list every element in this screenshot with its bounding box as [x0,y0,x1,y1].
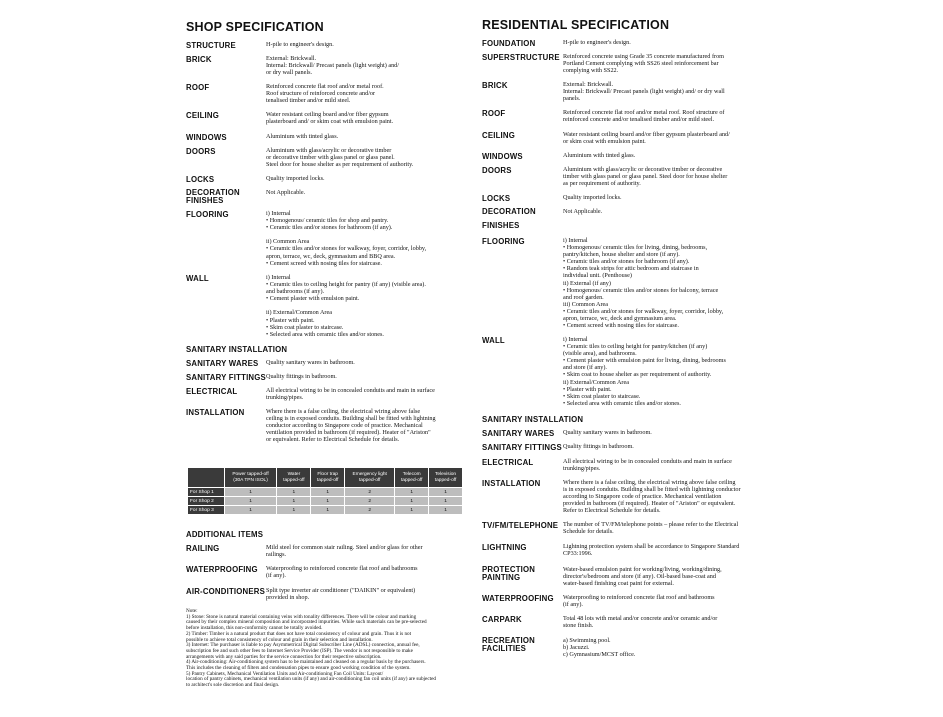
spec-label: WINDOWS [482,152,523,161]
table-cell: 1 [429,488,463,497]
spec-label: INSTALLATION [482,479,541,488]
spec-value: Reinforced concrete flat roof and/or metal roof. Roof structure of reinforced concrete and/or tenalised timber and/or mild steel. [266,83,384,105]
spec-label: LOCKS [186,175,215,184]
spec-value: Waterproofing to reinforced concrete flat roof and bathrooms (if any). [563,594,715,609]
spec-label: FLOORING [186,210,229,219]
spec-label: DOORS [186,147,216,156]
spec-value: Waterproofing to reinforced concrete flat roof and bathrooms (if any). [266,565,418,580]
spec-value: i) Internal • Homogenous/ ceramic tiles for shop and pantry. • Ceramic tiles and/or stones for bathroom (if any). ii) Common Area • Ceramic tiles and/or stones for walkway, foyer, corridor, lobby, apron, terrace, wc, deck, gymnasium and BBQ area. • Cement screed with nosing tiles for staircase. [266,210,427,267]
spec-value: Water resistant ceiling board and/or fiber gypsum plasterboard and/ or skim coat with emulsion paint. [266,111,394,126]
table-row [188,497,463,506]
spec-label: FOUNDATION [482,39,536,48]
spec-label: SANITARY WARES [482,429,555,438]
spec-value: Aluminium with glass/acrylic or decorative timber or decorative timber with glass panel or glass panel. Steel door for house shelter as per requirement of authority. [563,166,728,188]
table-cell: 1 [224,506,277,515]
spec-value: External: Brickwall. Internal: Brickwall/ Precast panels (light weight) and/ or dry wall panels. [266,55,399,77]
spec-value: Split type inverter air conditioner ("DAIKIN" or equivalent) provided in shop. [266,587,416,602]
spec-value: Not Applicable. [563,208,603,215]
spec-value: H-pile to engineer's design. [266,41,334,48]
spec-label: SANITARY FITTINGS [186,373,266,382]
spec-value: Reinforced concrete using Grade 35 concrete manufactured from Portland Cement complying with SS26 steel reinforcement bar complying with SS22. [563,53,724,75]
spec-value: i) Internal • Ceramic tiles to ceiling height for pantry/kitchen (if any) (visible area), and bathrooms. • Cement plaster with emulsion paint for living, dining, bedrooms and store (if any). • Skim coat to house shelter as per requirement of authority. ii) External/Common Area • Plaster with paint. • Skim coat plaster to staircase. • Selected area with ceramic tiles and/or stones. [563,336,726,407]
spec-label: FLOORING [482,237,525,246]
table-header-cell: Power tapped-off (30A TPN ISOL) [224,468,277,488]
table-cell: 1 [311,497,345,506]
spec-label: ROOF [186,83,210,92]
spec-value: Aluminium with glass/acrylic or decorative timber or decorative timber with glass panel or glass panel. Steel door for house shelter as per requirement of authority. [266,147,414,169]
spec-label: WATERPROOFING [186,565,258,574]
table-cell: 1 [429,497,463,506]
table-cell: 2 [345,488,395,497]
spec-label: DECORATION FINISHES [482,207,536,230]
spec-label: BRICK [482,81,508,90]
spec-value: Where there is a false ceiling, the electrical wiring above false ceiling is in exposed conduits. Building shall be fitted with lightning conductor according to Singapore code of practice. Mechanical ventilation provided in bathroom (if required). Heater of "Ariston" or equivalent. Refer to Electrical Schedule for details. [266,408,436,444]
spec-label: SUPERSTRUCTURE [482,53,560,62]
table-row [188,488,463,497]
electrical-schedule-table [187,467,463,515]
table-header-row [188,468,463,488]
spec-label: WALL [482,336,505,345]
shop-specification-title: SHOP SPECIFICATION [186,20,324,34]
table-header-cell: Television tapped-off [429,468,463,488]
spec-value: i) Internal • Ceramic tiles to ceiling height for pantry (if any) (visible area). and bathrooms (if any). • Cement plaster with emulsion paint. ii) External/Common Area • Plaster with paint. • Skim coat plaster to staircase. • Selected area with ceramic tiles and/or stones. [266,274,426,338]
additional-items-heading: ADDITIONAL ITEMS [186,530,264,539]
spec-label: LIGHTNING [482,543,527,552]
spec-label: PROTECTION PAINTING [482,565,536,582]
spec-value: External: Brickwall. Internal: Brickwall/ Precast panels (light weight) and/ or dry wall panels. [563,81,725,103]
spec-label: WINDOWS [186,133,227,142]
table-cell: 1 [224,497,277,506]
spec-value: Quality imported locks. [266,175,325,182]
spec-value: Water resistant ceiling board and/or fiber gypsum plasterboard and/ or skim coat with emulsion paint. [563,131,730,146]
spec-label: BRICK [186,55,212,64]
spec-label: STRUCTURE [186,41,236,50]
spec-value: i) Internal • Homogenous/ ceramic tiles for living, dining, bedrooms, pantry/kitchen, house shelter and store (if any). • Ceramic tiles and/or stones for bathroom (if any). • Random teak strips for attic bedroom and staircase in individual unit. (Penthouse) ii) External (if any) • Homogenous/ ceramic tiles and/or stones for balcony, terrace and roof garden. iii) Common Area • Ceramic tiles and/or stones for walkway, foyer, corridor, lobby, apron, terrace, wc, deck and gymnasium area. • Cement screed with nosing tiles for staircase. [563,237,724,330]
sanitary-installation-heading: SANITARY INSTALLATION [186,345,288,354]
table-cell: 2 [345,506,395,515]
table-row-header: For Shop 2 [188,497,225,506]
table-cell: 1 [311,488,345,497]
spec-value: Where there is a false ceiling, the electrical wiring above false ceiling is in exposed conduits. Building shall be fitted with lightning conductor according to Singapore code of practice. Mechanical ventilation provided in bathroom (if required). Heater of "Ariston" or equivalent. Refer to Electrical Schedule for details. [563,479,741,515]
sanitary-installation-heading: SANITARY INSTALLATION [482,415,584,424]
spec-value: Quality fittings in bathroom. [563,443,634,450]
spec-label: DOORS [482,166,512,175]
table-row-header: For Shop 3 [188,506,225,515]
spec-label: DECORATION FINISHES [186,188,240,205]
spec-label: WATERPROOFING [482,594,554,603]
spec-label: ELECTRICAL [186,387,238,396]
spec-value: H-pile to engineer's design. [563,39,631,46]
spec-value: All electrical wiring to be in concealed conduits and main in surface trunking/pipes. [266,387,435,402]
spec-value: Total 48 lots with metal and/or concrete and/or ceramic and/or stone finish. [563,615,718,630]
spec-label: RECREATION FACILITIES [482,636,535,653]
table-cell: 1 [395,488,429,497]
table-cell: 1 [224,488,277,497]
spec-value: Aluminium with tinted glass. [563,152,636,159]
spec-label: AIR-CONDITIONERS [186,587,266,596]
table-header-cell: Emergency light tapped-off [345,468,395,488]
spec-label: INSTALLATION [186,408,245,417]
spec-value: Water-based emulsion paint for working/living, working/dining, director's/bedroom and store (if any). Oil-based base-coat and water-based finishing coat paint for external. [563,566,722,588]
spec-value: Quality imported locks. [563,194,622,201]
spec-value: Quality fittings in bathroom. [266,373,337,380]
table-cell: 1 [395,497,429,506]
residential-specification-title: RESIDENTIAL SPECIFICATION [482,18,670,32]
table-cell: 1 [311,506,345,515]
table-header-cell: Telecom tapped-off [395,468,429,488]
table-header-cell: Floor trap tapped-off [311,468,345,488]
spec-label: RAILING [186,544,220,553]
table-header-cell [188,468,225,488]
spec-label: ELECTRICAL [482,458,534,467]
spec-value: Not Applicable. [266,189,306,196]
spec-value: The number of TV/FM/telephone points – please refer to the Electrical Schedule for details. [563,521,739,536]
spec-value: Quality sanitary wares in bathroom. [266,359,355,366]
table-header-cell: Water tapped-off [277,468,311,488]
spec-value: All electrical wiring to be in concealed conduits and main in surface trunking/pipes. [563,458,732,473]
spec-value: Reinforced concrete flat roof and/or metal roof. Roof structure of reinforced concrete and/or tenalised timber and/or mild steel. [563,109,725,124]
table-cell: 1 [277,506,311,515]
notes-paragraph: Note: 1) Stone: Stone is natural material containing veins with tonality differences. There will be colour and marking caused by their complex mineral composition and incorporated impurities. While such materials can be pre-selected before installation, this non-conformity cannot be totally avoided. 2) Timber: Timber is a natural product that does not have total consistency of colour and grain. Thus it is not possible to achieve total consistency of colour and grain in their selection and installation. 3) Internet: The purchaser is liable to pay Asymmetrical Digital Subscriber Line (ADSL) connection, annual fee, subscription fee and such other fees to Internet Service Provider (ISP). The vendor is not responsible to make arrangements with any said parties for the service connection for their respective subscription. 4) Air-conditioning: Air-conditioning system has to be maintained and cleaned on a regular basis by the purchasers. This includes the cleaning of filters and condensation pipes to ensure good working condition of the system. 5) Pantry Cabinets, Mechanical Ventilation Units and Air-conditioning Fan Coil Units: Layout/ location of pantry cabinets, mechanical ventilation units (if any) and air-conditioning fan coil units (if any) are subjected to architect's sole discretion and final design. [186,608,436,689]
spec-label: CEILING [186,111,220,120]
spec-value: Quality sanitary wares in bathroom. [563,429,652,436]
spec-label: CARPARK [482,615,522,624]
table-row [188,506,463,515]
table-cell: 2 [345,497,395,506]
spec-label: ROOF [482,109,506,118]
spec-value: Aluminium with tinted glass. [266,133,339,140]
spec-label: SANITARY FITTINGS [482,443,562,452]
spec-label: WALL [186,274,209,283]
table-cell: 1 [429,506,463,515]
spec-value: Lightning protection system shall be accordance to Singapore Standard CP33:1996. [563,543,740,558]
spec-value: Mild steel for common stair railing. Steel and/or glass for other railings. [266,544,423,559]
spec-value: a) Swimming pool. b) Jacuzzi. c) Gymnasium/MCST office. [563,637,636,659]
spec-label: LOCKS [482,194,511,203]
spec-label: SANITARY WARES [186,359,259,368]
table-cell: 1 [277,488,311,497]
spec-label: TV/FM/TELEPHONE [482,521,559,530]
spec-label: CEILING [482,131,516,140]
table-cell: 1 [277,497,311,506]
table-row-header: For Shop 1 [188,488,225,497]
table-cell: 1 [395,506,429,515]
